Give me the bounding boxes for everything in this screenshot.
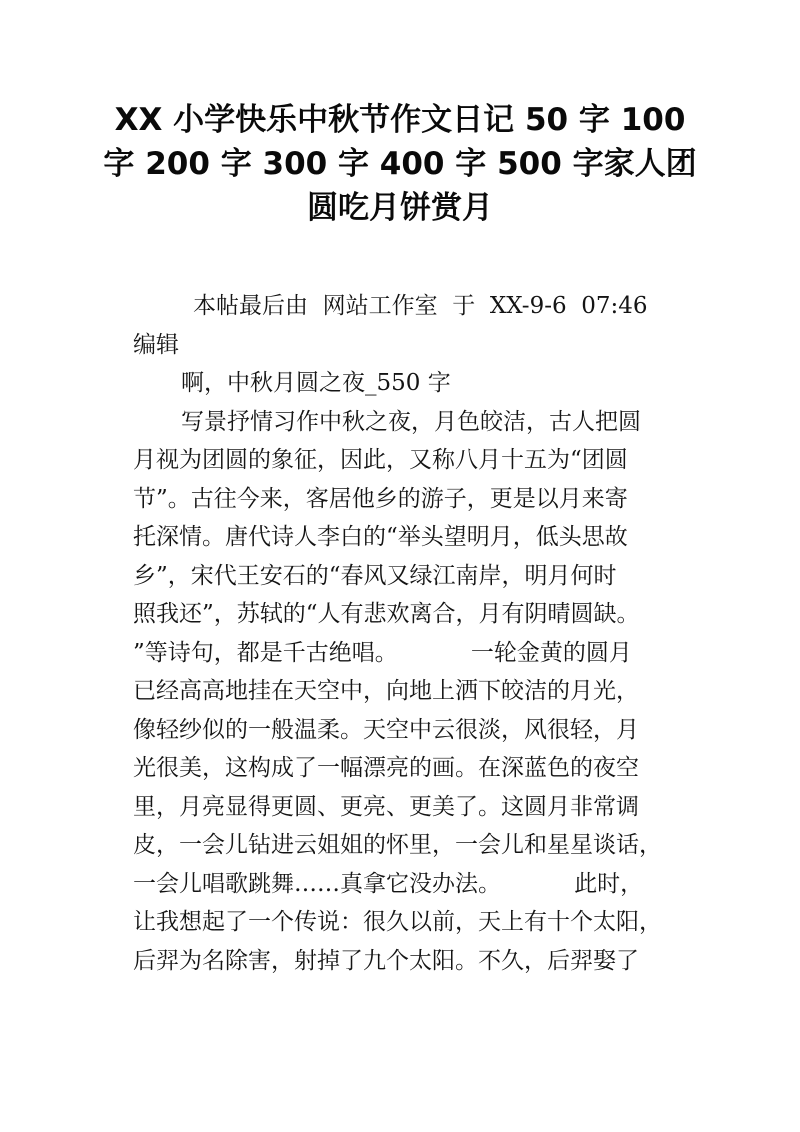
title-line: 圆吃月饼赏月: [307, 190, 493, 226]
paragraph-line: 后羿为名除害，射掉了九个太阳。不久，后羿娶了: [133, 947, 639, 974]
paragraph-line: 一会儿唱歌跳舞……真拿它没办法。 此时，: [133, 870, 644, 897]
paragraph-line: 已经高高地挂在天空中，向地上洒下皎洁的月光，: [133, 678, 639, 704]
paragraph-line: 让我想起了一个传说：很久以前，天上有十个太阳，: [133, 909, 662, 935]
paragraph-line: 托深情。唐代诗人李白的“举头望明月，低头思故: [133, 524, 628, 550]
paragraph-line: ”等诗句，都是千古绝唱。 一轮金黄的圆月: [133, 639, 632, 666]
document-body: [133, 287, 693, 980]
essay-subtitle: 啊，中秋月圆之夜_550 字: [181, 370, 451, 396]
title-line: 字 200 字 300 字 400 字 500 字家人团: [103, 146, 697, 182]
post-meta-line: 编辑: [133, 331, 179, 358]
document-title: [100, 98, 700, 230]
paragraph-line: 写景抒情习作中秋之夜，月色皎洁，古人把圆: [181, 408, 641, 435]
paragraph-line: 像轻纱似的一般温柔。天空中云很淡，风很轻，月: [133, 716, 639, 743]
paragraph-line: 光很美，这构成了一幅漂亮的画。在深蓝色的夜空: [133, 755, 639, 781]
paragraph-line: 皮，一会儿钻进云姐姐的怀里，一会儿和星星谈话，: [133, 832, 662, 858]
paragraph-line: 乡”，宋代王安石的“春风又绿江南岸，明月何时: [133, 562, 617, 589]
title-line: XX 小学快乐中秋节作文日记 50 字 100: [114, 102, 686, 138]
paragraph-line: 节”。古往今来，客居他乡的游子，更是以月来寄: [133, 485, 628, 512]
paragraph-line: 照我还”，苏轼的“人有悲欢离合，月有阴晴圆缺。: [133, 601, 640, 627]
paragraph-line: 里，月亮显得更圆、更亮、更美了。这圆月非常调: [133, 793, 639, 820]
post-meta-line: 本帖最后由 网站工作室 于 XX-9-6 07:46: [193, 293, 648, 319]
paragraph-line: 月视为团圆的象征，因此，又称八月十五为“团圆: [133, 447, 628, 473]
